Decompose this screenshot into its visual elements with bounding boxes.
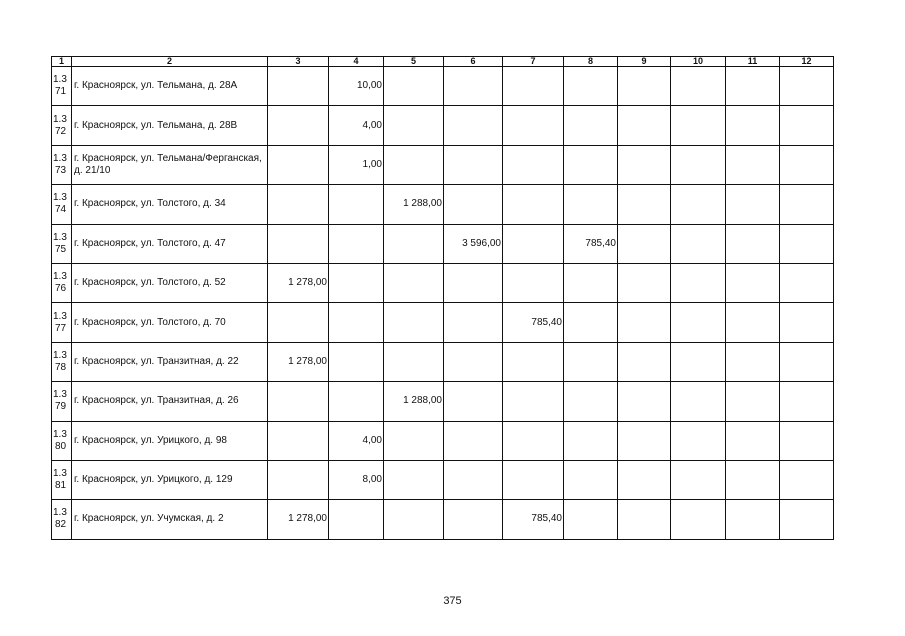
- value-cell-col-11: [726, 342, 780, 381]
- value-cell-col-8: [564, 303, 618, 342]
- value-cell-col-7: [503, 460, 564, 499]
- value-cell-col-4: [329, 382, 384, 421]
- value-cell-col-3: [268, 421, 329, 460]
- row-number-prefix: 1.3: [53, 389, 67, 401]
- row-number-prefix: 1.3: [53, 428, 67, 440]
- value-cell-col-10: [671, 382, 726, 421]
- value-cell-col-12: [780, 303, 834, 342]
- value-cell-col-6: [444, 500, 503, 539]
- row-number-prefix: 1.3: [53, 310, 67, 322]
- table-row: [52, 263, 834, 302]
- address-cell: г. Красноярск, ул. Толстого, д. 70: [72, 303, 268, 342]
- value-cell-col-8: [564, 263, 618, 302]
- value-cell-col-6: [444, 342, 503, 381]
- value-cell-col-8: [564, 67, 618, 106]
- value-cell-col-8: [564, 106, 618, 145]
- value-cell-col-12: [780, 67, 834, 106]
- value-cell-col-7: [503, 224, 564, 263]
- value-cell-col-5: 1 288,00: [384, 382, 444, 421]
- value-cell-col-9: [618, 303, 671, 342]
- value-cell-col-11: [726, 185, 780, 224]
- value-cell-col-6: [444, 67, 503, 106]
- row-number-cell: [52, 224, 72, 263]
- column-header: 1: [52, 57, 72, 67]
- value-cell-col-5: [384, 67, 444, 106]
- column-header: 8: [564, 57, 618, 67]
- row-number-cell: [52, 145, 72, 184]
- value-cell-col-10: [671, 263, 726, 302]
- value-cell-col-9: [618, 145, 671, 184]
- table-row: [52, 342, 834, 381]
- column-header: 2: [72, 57, 268, 67]
- value-cell-col-10: [671, 145, 726, 184]
- value-cell-col-6: [444, 185, 503, 224]
- value-cell-col-11: [726, 263, 780, 302]
- row-number-suffix: 72: [55, 125, 67, 137]
- row-number-prefix: 1.3: [53, 113, 67, 125]
- value-cell-col-4: [329, 185, 384, 224]
- address-cell: г. Красноярск, ул. Урицкого, д. 129: [72, 460, 268, 499]
- row-number-suffix: 71: [55, 86, 67, 98]
- row-number-cell: [52, 67, 72, 106]
- row-number-cell: [52, 382, 72, 421]
- value-cell-col-9: [618, 382, 671, 421]
- row-number-prefix: 1.3: [53, 507, 67, 519]
- value-cell-col-6: 3 596,00: [444, 224, 503, 263]
- column-header: 4: [329, 57, 384, 67]
- column-header: 11: [726, 57, 780, 67]
- value-cell-col-3: [268, 67, 329, 106]
- value-cell-col-10: [671, 421, 726, 460]
- value-cell-col-6: [444, 106, 503, 145]
- value-cell-col-10: [671, 67, 726, 106]
- value-cell-col-4: [329, 500, 384, 539]
- row-number-cell: [52, 185, 72, 224]
- table-row: [52, 67, 834, 106]
- value-cell-col-8: [564, 460, 618, 499]
- value-cell-col-4: [329, 263, 384, 302]
- value-cell-col-9: [618, 460, 671, 499]
- table-row: [52, 106, 834, 145]
- value-cell-col-7: [503, 185, 564, 224]
- value-cell-col-4: 1,00: [329, 145, 384, 184]
- row-number-prefix: 1.3: [53, 271, 67, 283]
- row-number-suffix: 78: [55, 361, 67, 373]
- value-cell-col-7: [503, 67, 564, 106]
- value-cell-col-3: [268, 224, 329, 263]
- value-cell-col-12: [780, 382, 834, 421]
- value-cell-col-3: 1 278,00: [268, 342, 329, 381]
- data-table: [51, 56, 834, 540]
- value-cell-col-9: [618, 67, 671, 106]
- value-cell-col-7: [503, 263, 564, 302]
- value-cell-col-12: [780, 460, 834, 499]
- value-cell-col-3: 1 278,00: [268, 263, 329, 302]
- value-cell-col-3: [268, 303, 329, 342]
- value-cell-col-3: [268, 460, 329, 499]
- value-cell-col-7: 785,40: [503, 303, 564, 342]
- row-number-suffix: 81: [55, 480, 67, 492]
- value-cell-col-9: [618, 421, 671, 460]
- value-cell-col-7: 785,40: [503, 500, 564, 539]
- value-cell-col-5: 1 288,00: [384, 185, 444, 224]
- value-cell-col-12: [780, 421, 834, 460]
- table-row: [52, 224, 834, 263]
- value-cell-col-11: [726, 106, 780, 145]
- value-cell-col-7: [503, 106, 564, 145]
- column-header: 5: [384, 57, 444, 67]
- value-cell-col-12: [780, 224, 834, 263]
- column-header: 9: [618, 57, 671, 67]
- value-cell-col-4: [329, 224, 384, 263]
- column-header: 6: [444, 57, 503, 67]
- value-cell-col-11: [726, 303, 780, 342]
- value-cell-col-5: [384, 342, 444, 381]
- value-cell-col-12: [780, 145, 834, 184]
- value-cell-col-9: [618, 342, 671, 381]
- table-row: [52, 460, 834, 499]
- address-cell: г. Красноярск, ул. Тельмана, д. 28В: [72, 106, 268, 145]
- value-cell-col-3: [268, 145, 329, 184]
- value-cell-col-12: [780, 342, 834, 381]
- value-cell-col-7: [503, 342, 564, 381]
- value-cell-col-11: [726, 382, 780, 421]
- row-number-prefix: 1.3: [53, 349, 67, 361]
- value-cell-col-9: [618, 185, 671, 224]
- value-cell-col-5: [384, 145, 444, 184]
- table-row: [52, 145, 834, 184]
- row-number-cell: [52, 500, 72, 539]
- value-cell-col-3: [268, 185, 329, 224]
- row-number-cell: [52, 106, 72, 145]
- row-number-suffix: 73: [55, 164, 67, 176]
- value-cell-col-8: [564, 145, 618, 184]
- value-cell-col-4: 4,00: [329, 106, 384, 145]
- value-cell-col-6: [444, 263, 503, 302]
- value-cell-col-10: [671, 106, 726, 145]
- value-cell-col-10: [671, 460, 726, 499]
- value-cell-col-4: 8,00: [329, 460, 384, 499]
- value-cell-col-11: [726, 421, 780, 460]
- row-number-prefix: 1.3: [53, 74, 67, 86]
- value-cell-col-8: [564, 185, 618, 224]
- value-cell-col-5: [384, 224, 444, 263]
- value-cell-col-5: [384, 500, 444, 539]
- address-cell: г. Красноярск, ул. Толстого, д. 52: [72, 263, 268, 302]
- value-cell-col-4: 10,00: [329, 67, 384, 106]
- value-cell-col-11: [726, 500, 780, 539]
- value-cell-col-5: [384, 460, 444, 499]
- column-header: 10: [671, 57, 726, 67]
- value-cell-col-7: [503, 421, 564, 460]
- value-cell-col-3: 1 278,00: [268, 500, 329, 539]
- value-cell-col-12: [780, 263, 834, 302]
- value-cell-col-6: [444, 460, 503, 499]
- row-number-cell: [52, 303, 72, 342]
- row-number-cell: [52, 263, 72, 302]
- value-cell-col-12: [780, 106, 834, 145]
- row-number-suffix: 76: [55, 283, 67, 295]
- row-number-suffix: 79: [55, 401, 67, 413]
- value-cell-col-12: [780, 185, 834, 224]
- column-header: 12: [780, 57, 834, 67]
- row-number-suffix: 77: [55, 322, 67, 334]
- address-cell: г. Красноярск, ул. Учумская, д. 2: [72, 500, 268, 539]
- table-row: [52, 382, 834, 421]
- value-cell-col-4: [329, 342, 384, 381]
- value-cell-col-9: [618, 500, 671, 539]
- value-cell-col-7: [503, 382, 564, 421]
- value-cell-col-5: [384, 263, 444, 302]
- value-cell-col-9: [618, 106, 671, 145]
- value-cell-col-4: 4,00: [329, 421, 384, 460]
- row-number-cell: [52, 421, 72, 460]
- value-cell-col-3: [268, 106, 329, 145]
- row-number-prefix: 1.3: [53, 152, 67, 164]
- table-row: [52, 185, 834, 224]
- row-number-prefix: 1.3: [53, 468, 67, 480]
- column-header: 7: [503, 57, 564, 67]
- value-cell-col-4: [329, 303, 384, 342]
- value-cell-col-6: [444, 382, 503, 421]
- row-number-suffix: 75: [55, 243, 67, 255]
- value-cell-col-9: [618, 263, 671, 302]
- column-header: 3: [268, 57, 329, 67]
- value-cell-col-5: [384, 106, 444, 145]
- row-number-prefix: 1.3: [53, 231, 67, 243]
- address-cell: г. Красноярск, ул. Тельмана/Ферганская, д. 21/10: [72, 145, 268, 184]
- row-number-suffix: 80: [55, 440, 67, 452]
- value-cell-col-6: [444, 303, 503, 342]
- value-cell-col-8: [564, 421, 618, 460]
- value-cell-col-11: [726, 67, 780, 106]
- value-cell-col-10: [671, 185, 726, 224]
- value-cell-col-10: [671, 224, 726, 263]
- value-cell-col-10: [671, 342, 726, 381]
- value-cell-col-5: [384, 421, 444, 460]
- table-row: [52, 303, 834, 342]
- address-cell: г. Красноярск, ул. Транзитная, д. 26: [72, 382, 268, 421]
- page-number: 375: [443, 595, 462, 607]
- value-cell-col-10: [671, 303, 726, 342]
- table-row: [52, 500, 834, 539]
- header-row: [52, 57, 834, 67]
- value-cell-col-3: [268, 382, 329, 421]
- address-cell: г. Красноярск, ул. Толстого, д. 47: [72, 224, 268, 263]
- value-cell-col-7: [503, 145, 564, 184]
- value-cell-col-10: [671, 500, 726, 539]
- address-cell: г. Красноярск, ул. Толстого, д. 34: [72, 185, 268, 224]
- address-cell: г. Красноярск, ул. Тельмана, д. 28А: [72, 67, 268, 106]
- value-cell-col-5: [384, 303, 444, 342]
- row-number-suffix: 74: [55, 204, 67, 216]
- row-number-suffix: 82: [55, 519, 67, 531]
- value-cell-col-8: [564, 342, 618, 381]
- value-cell-col-9: [618, 224, 671, 263]
- table-row: [52, 421, 834, 460]
- value-cell-col-11: [726, 145, 780, 184]
- value-cell-col-6: [444, 145, 503, 184]
- value-cell-col-11: [726, 460, 780, 499]
- value-cell-col-12: [780, 500, 834, 539]
- value-cell-col-6: [444, 421, 503, 460]
- address-cell: г. Красноярск, ул. Урицкого, д. 98: [72, 421, 268, 460]
- row-number-prefix: 1.3: [53, 192, 67, 204]
- value-cell-col-8: [564, 500, 618, 539]
- row-number-cell: [52, 460, 72, 499]
- value-cell-col-8: 785,40: [564, 224, 618, 263]
- value-cell-col-8: [564, 382, 618, 421]
- address-cell: г. Красноярск, ул. Транзитная, д. 22: [72, 342, 268, 381]
- row-number-cell: [52, 342, 72, 381]
- value-cell-col-11: [726, 224, 780, 263]
